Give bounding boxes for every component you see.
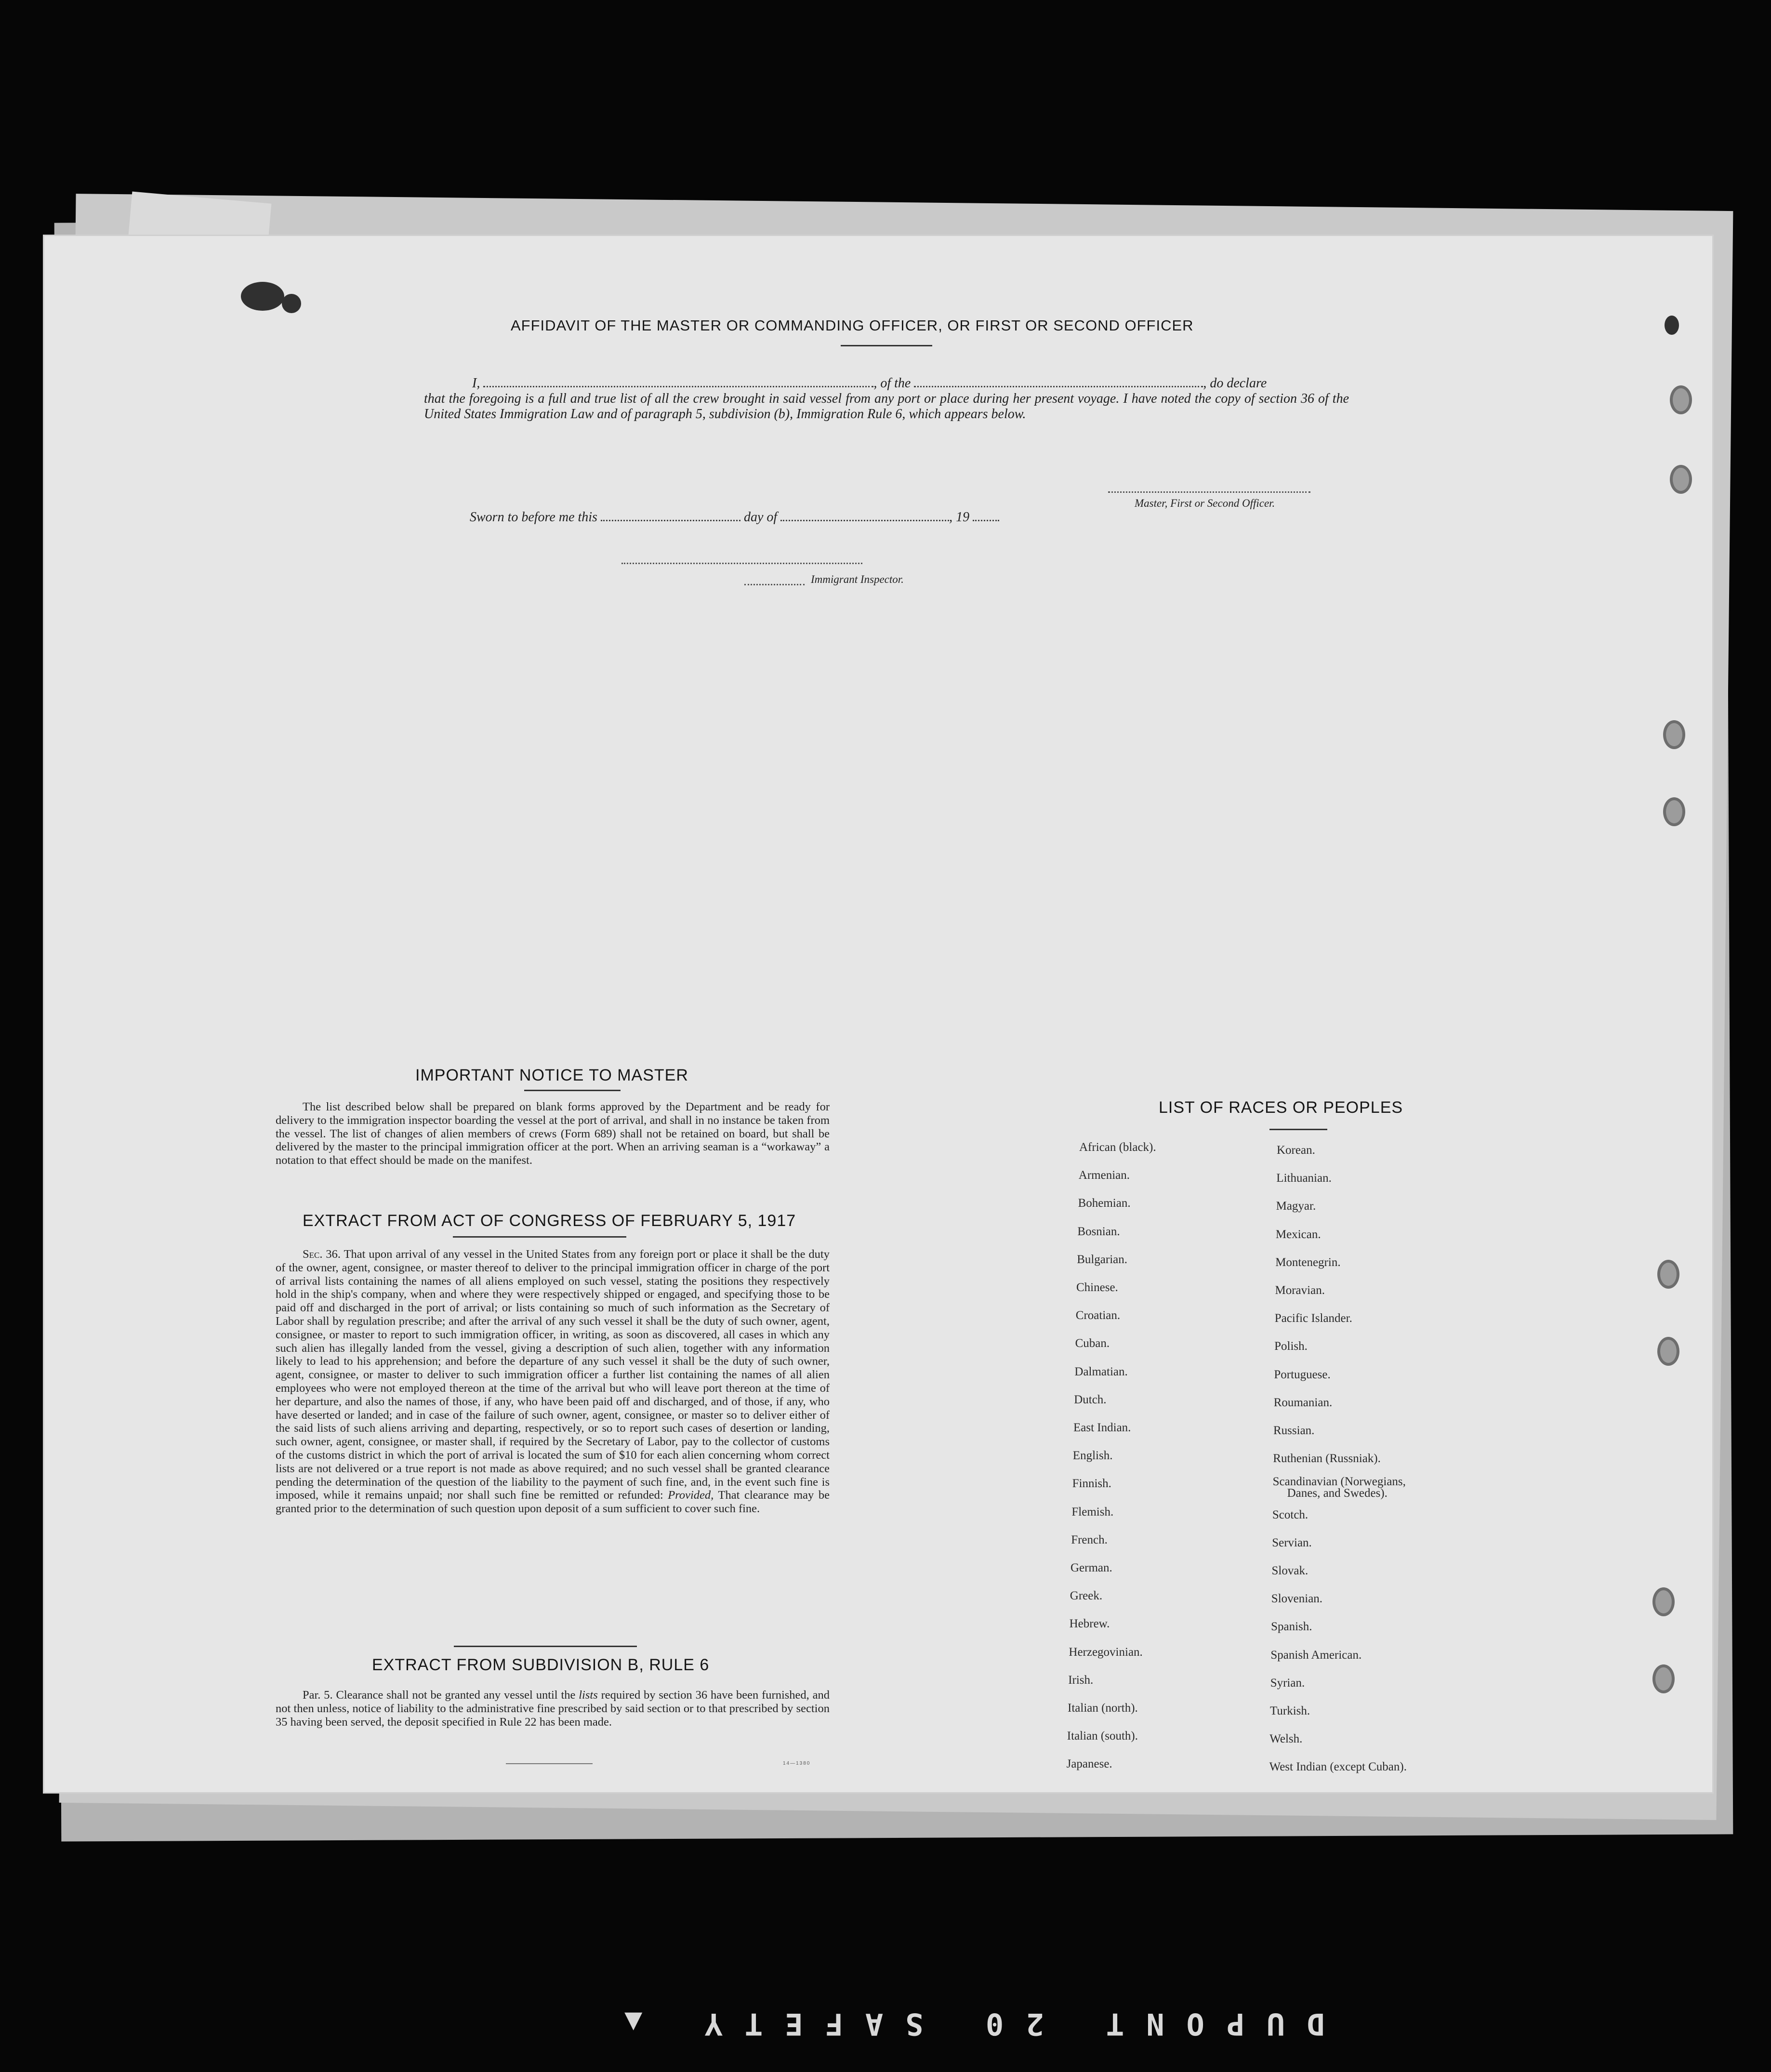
year-blank — [973, 510, 999, 521]
race-item: East Indian. — [1073, 1421, 1131, 1434]
race-item: Flemish. — [1071, 1505, 1114, 1518]
punch-hole — [1663, 797, 1685, 826]
sworn-text: Sworn to before me this — [470, 510, 597, 525]
race-item: Finnish. — [1072, 1477, 1111, 1491]
punch-hole — [1670, 465, 1692, 494]
race-item: Roumanian. — [1273, 1396, 1333, 1409]
punch-hole — [1657, 1260, 1679, 1289]
race-item: Armenian. — [1078, 1169, 1130, 1182]
race-item: Portuguese. — [1274, 1368, 1331, 1381]
race-item: Magyar. — [1276, 1200, 1316, 1213]
rule6-rule — [454, 1646, 637, 1647]
rule6-lists: lists — [579, 1689, 598, 1702]
printer-imprint — [506, 1763, 593, 1764]
act-provided: Provided, — [668, 1489, 714, 1502]
race-item: Dutch. — [1074, 1393, 1107, 1406]
film-edge-caption: DUPONT 20 SAFETY ▲ — [602, 2006, 1325, 2042]
declaration-text: that the foregoing is a full and true list of all the crew brought in said vessel from any port or place during her present voyage. I have noted the copy of section 36 of the United States Immigration Law and of paragraph 5, subdivision (b), Immigration Rule 6, which appears below. — [424, 391, 1349, 422]
punch-hole — [1652, 1664, 1675, 1693]
day-blank — [601, 510, 740, 521]
year-text: , 19 — [949, 510, 970, 525]
punch-hole — [1663, 720, 1685, 749]
race-item: Polish. — [1274, 1340, 1308, 1353]
punch-hole — [1652, 1587, 1675, 1616]
month-blank — [780, 510, 949, 521]
day-of-text: day of — [743, 510, 778, 525]
name-blank — [483, 376, 873, 387]
notice-text — [276, 1100, 830, 1167]
race-item: Italian (north). — [1068, 1702, 1138, 1715]
master-signature-line — [1108, 491, 1310, 493]
act-body: That upon arrival of any vessel in the United States from any foreign port or place it shall be the duty of the owner, agent, consignee, or master thereof to deliver to the principal immigration officer in charge of the port of arrival lists containing the names of all aliens employed on such vessel, stating the positions they respectively hold in the ship's company, when and where they were respectively shipped or engaged, and specifying those to be paid off and discharged in the port of arrival; or lists containing so much of such information as the Secretary of Labor shall by regulation prescribe; and after the arrival of any such vessel it shall be the duty of such owner, agent, consignee, or master to report to such immigration officer, in writing, as soon as discovered, all cases in which any such alien has illegally landed from the vessel, giving a description of such alien, together with any information likely to lead to his apprehension; and before the departure of any such vessel it shall be the duty of such owner, agent, consignee, or master to deliver to such immigration officer a further list containing the names of all alien employees who were not employed thereon at the time of the arrival but who will leave port thereon at the time of her departure, and also the names of those, if any, who have been paid off and discharged, and of those, if any, who have deserted or landed; and in case of the failure of such owner, agent, consignee, or master so to deliver either of the said lists of such aliens arriving and departing, respectively, or so to report such cases of desertion or landing, such owner, agent, consignee, or master shall, if required by the Secretary of Labor, pay to the collector of customs of the customs district in which the port of arrival is located the sum of $10 for each alien concerning whom correct lists are not delivered or a true report is not made as above required; and no such vessel shall be granted clearance pending the determination of the question of the liability to the payment of such fine, and, in the event such fine is imposed, while it remains unpaid; nor shall such fine be remitted or refunded: — [276, 1248, 830, 1502]
race-item: Korean. — [1277, 1144, 1315, 1157]
race-item: Bosnian. — [1077, 1225, 1120, 1238]
act-title: EXTRACT FROM ACT OF CONGRESS OF FEBRUARY 5, 1917 — [303, 1212, 796, 1230]
race-item: Pacific Islander. — [1274, 1312, 1352, 1325]
race-item: Ruthenian (Russniak). — [1273, 1452, 1381, 1465]
race-item: Bohemian. — [1078, 1197, 1131, 1210]
race-item: English. — [1072, 1449, 1113, 1463]
document-page — [44, 236, 1712, 1792]
race-item: Scotch. — [1272, 1508, 1308, 1521]
race-item: African (black). — [1079, 1141, 1156, 1154]
declaration-line — [424, 376, 1349, 391]
sworn-line — [470, 510, 999, 525]
race-item: Welsh. — [1269, 1732, 1303, 1746]
act-section-label: Sec. 36. — [303, 1248, 341, 1261]
race-item: Mexican. — [1275, 1227, 1321, 1241]
notice-rule — [524, 1090, 621, 1091]
race-item: Servian. — [1272, 1536, 1312, 1549]
races-title: LIST OF RACES OR PEOPLES — [1159, 1098, 1403, 1117]
inspector-signature-line — [744, 584, 805, 585]
act-rule — [453, 1236, 626, 1238]
race-item: Syrian. — [1270, 1676, 1305, 1689]
race-item: Slovenian. — [1271, 1592, 1323, 1606]
race-item: West Indian (except Cuban). — [1269, 1760, 1407, 1774]
affidavit-declaration — [424, 376, 1349, 422]
vessel-blank — [914, 376, 1203, 387]
rule6-text — [276, 1689, 830, 1729]
inspector-signature-line — [621, 563, 862, 564]
clip-mark — [1665, 316, 1679, 335]
race-item: Moravian. — [1275, 1284, 1325, 1297]
notice-title: IMPORTANT NOTICE TO MASTER — [415, 1066, 688, 1084]
declaration-do-declare: , do declare — [1203, 376, 1267, 391]
race-item: Chinese. — [1076, 1281, 1118, 1294]
race-item: Greek. — [1070, 1589, 1103, 1603]
punch-hole — [1657, 1337, 1679, 1366]
race-item: Italian (south). — [1067, 1729, 1138, 1743]
race-item: Spanish American. — [1270, 1648, 1362, 1662]
notice-body: The list described below shall be prepared on blank forms approved by the Department and be ready for delivery to the immigration inspector boarding the vessel at the port of arrival, and shall in no instance be taken from the vessel. The list of changes of alien members of crews (Form 689) shall not be retained on board, but shall be delivered by the master to the principal immigration officer at the port. When an arriving seaman is a “workaway” a notation to that effect should be made on the manifest. — [276, 1100, 830, 1167]
race-item: Hebrew. — [1069, 1617, 1110, 1631]
race-item: Dalmatian. — [1074, 1365, 1128, 1378]
inspector-label: Immigrant Inspector. — [811, 573, 904, 585]
race-item-continuation: Danes, and Swedes). — [1287, 1487, 1388, 1500]
clip-mark — [282, 294, 301, 313]
clip-mark — [241, 282, 284, 311]
declaration-of-the: , of the — [873, 376, 911, 391]
act-text — [276, 1248, 830, 1516]
declaration-i: I, — [472, 376, 480, 391]
race-item: Herzegovinian. — [1069, 1645, 1143, 1659]
act-body-end: That clearance may be granted prior to the determination of such question upon deposit of a sum sufficient to cover such fine. — [276, 1489, 830, 1516]
race-item: Irish. — [1068, 1673, 1094, 1687]
race-item: Bulgarian. — [1077, 1253, 1128, 1266]
title-rule — [841, 345, 932, 346]
race-item: Russian. — [1273, 1424, 1315, 1437]
race-item: French. — [1071, 1533, 1108, 1546]
master-signature-label: Master, First or Second Officer. — [1135, 497, 1275, 509]
race-item: Lithuanian. — [1276, 1172, 1332, 1185]
race-item: German. — [1071, 1561, 1112, 1574]
races-rule — [1269, 1129, 1327, 1130]
race-item: Spanish. — [1271, 1620, 1312, 1634]
race-item: Croatian. — [1075, 1309, 1121, 1322]
rule6-body-a: Par. 5. Clearance shall not be granted any vessel until the — [303, 1689, 576, 1702]
race-item: Slovak. — [1271, 1564, 1308, 1577]
race-item: Scandinavian (Norwegians, Danes, and Swedes). — [1272, 1475, 1406, 1500]
race-item: Cuban. — [1075, 1337, 1110, 1350]
form-number: 14—1380 — [783, 1761, 811, 1766]
race-item: Turkish. — [1270, 1704, 1310, 1717]
affidavit-title: AFFIDAVIT OF THE MASTER OR COMMANDING OFFICER, OR FIRST OR SECOND OFFICER — [511, 317, 1194, 334]
race-item: Japanese. — [1066, 1757, 1112, 1771]
punch-hole — [1670, 385, 1692, 414]
race-item: Montenegrin. — [1275, 1255, 1341, 1269]
rule6-body-b: required by section 36 have been furnished, and not then unless, notice of liability to the administrative fine prescribed by said section or to that prescribed by section 35 having been served, the deposit specified in Rule 22 has been made. — [276, 1689, 830, 1729]
rule6-title: EXTRACT FROM SUBDIVISION B, RULE 6 — [372, 1656, 710, 1674]
